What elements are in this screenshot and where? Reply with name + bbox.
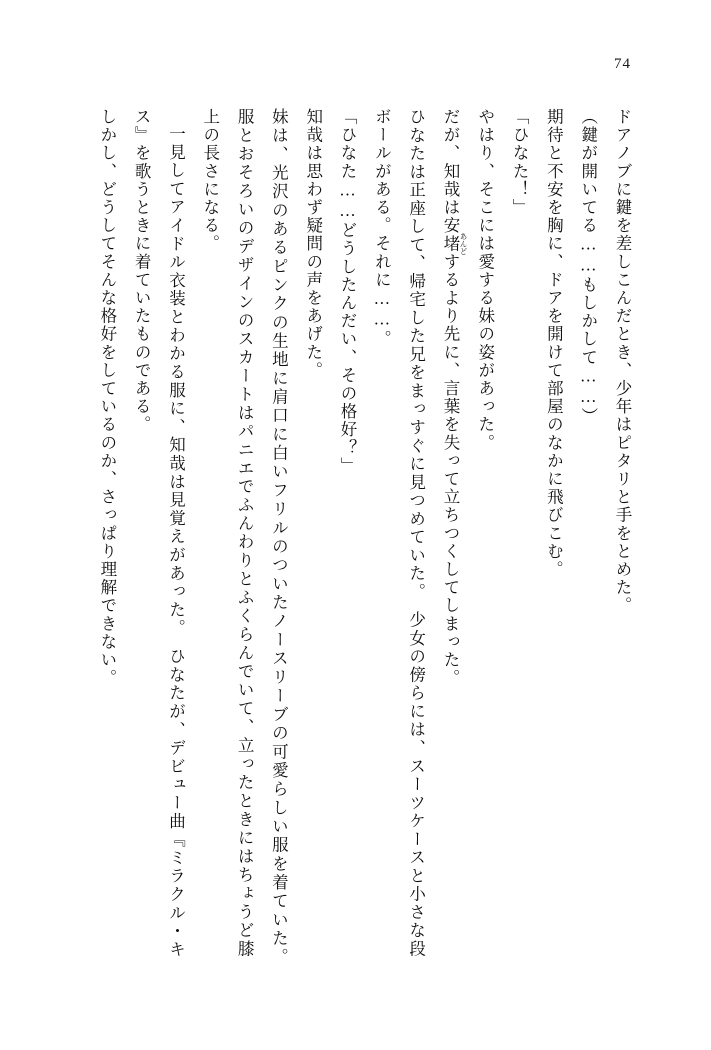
paragraph: （鍵が開いてる……もしかして……） bbox=[578, 108, 598, 426]
paragraph: やはり、そこには愛する妹の姿があった。 bbox=[475, 108, 495, 452]
ruby-post-text: するより先に、言葉を失って立ちつくしてしまった。 bbox=[440, 252, 460, 688]
paragraph: ドアノブに鍵を差しこんだとき、少年はピタリと手をとめた。 bbox=[613, 108, 632, 615]
paragraph: 妹は、光沢のあるピンクの生地に肩口に白いフリルのついたノースリーブの可愛らしい服を着ていた。 服とおそろいのデザインのスカートはパニエでふんわりとふくらんでいて、立ったときにはちょうど膝上の長さになる。 bbox=[200, 108, 289, 977]
paragraph: しかし、どうしてそんな格好をしているのか、さっぱり理解できない。 bbox=[97, 108, 117, 688]
paragraph: 「ひなた！」 bbox=[510, 108, 530, 217]
ruby-annotation bbox=[440, 232, 468, 256]
ruby-pre-text: だが、知哉は安 bbox=[440, 108, 460, 235]
ruby-text: あんど bbox=[458, 232, 468, 256]
page-body-text bbox=[62, 108, 639, 977]
paragraph: 知哉は思わず疑問の声をあげた。 bbox=[303, 108, 323, 380]
page-number: 74 bbox=[614, 56, 631, 72]
paragraph: 「ひなた……どうしたんだい、その格好？」 bbox=[338, 108, 357, 475]
paragraph: ひなたは正座して、帰宅した兄をまっすぐに見つめていた。 少女の傍らには、スーツケースと小さな段ボールがある。それに……。 bbox=[372, 108, 426, 958]
paragraph: 一見してアイドル衣装とわかる服に、知哉は見覚えがあった。 ひなたが、デビュー曲『ミラクル・キス』を歌うときに着ていたものである。 bbox=[132, 108, 186, 958]
ruby-base: 堵 bbox=[440, 232, 460, 255]
paragraph: 期待と不安を胸に、ドアを開けて部屋のなかに飛びこむ。 bbox=[544, 108, 564, 579]
paragraph-with-ruby bbox=[433, 108, 468, 958]
